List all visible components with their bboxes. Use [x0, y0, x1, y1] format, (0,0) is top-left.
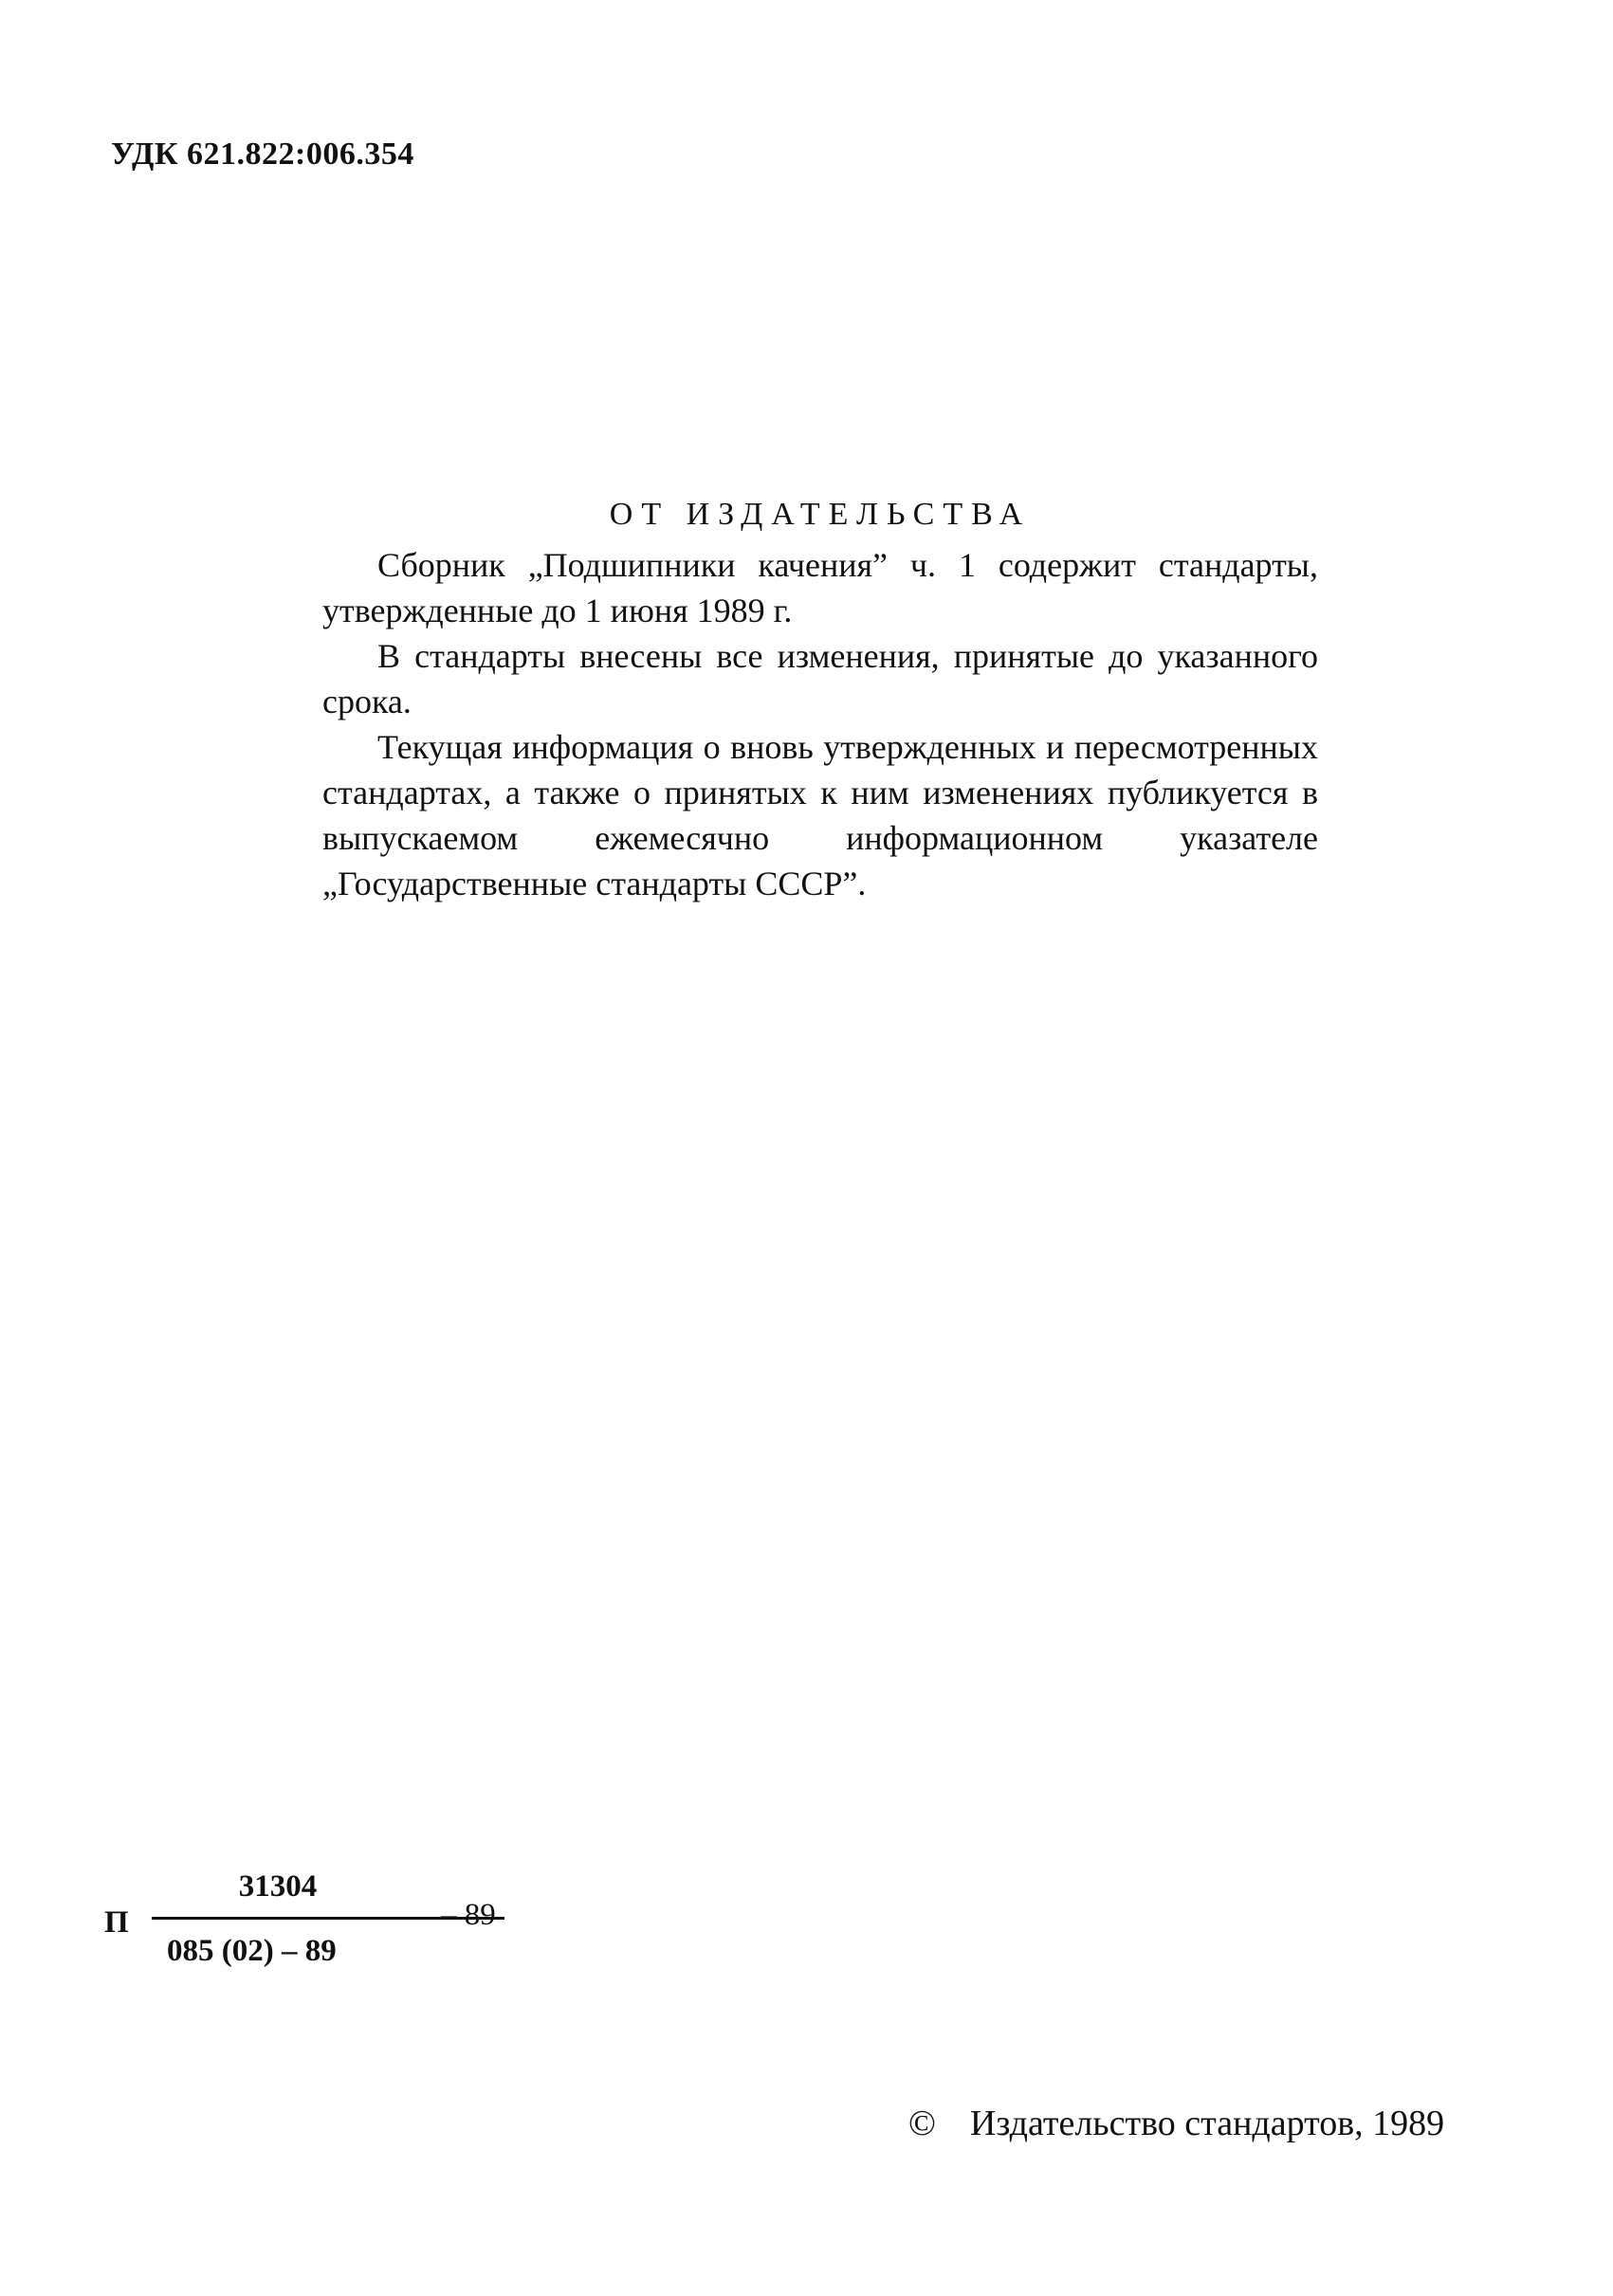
paragraph-collection-info: Сборник „Подшипники качения” ч. 1 содержит стандарты, утвержденные до 1 июня 1989 г. [322, 546, 1318, 629]
index-denominator: 085 (02) – 89 [167, 1934, 337, 1968]
copyright-text: Издательство стандартов, 1989 [969, 2104, 1445, 2143]
publisher-note [322, 542, 1318, 906]
paragraph-changes-info: В стандарты внесены все изменения, принятые до указанного срока. [322, 637, 1318, 720]
index-prefix: П [104, 1905, 129, 1940]
udk-code: УДК 621.822:006.354 [111, 137, 414, 172]
index-suffix: – 89 [441, 1898, 496, 1932]
section-heading: ОТ ИЗДАТЕЛЬСТВА [609, 497, 1032, 532]
copyright-line [908, 2103, 1444, 2144]
paragraph-current-info: Текущая информация о вновь утвержденных и пересмотренных стандартах, а также о принятых к ним изменениях публикуется в выпускаемом ежемесячно информационном указателе „Государственные стандарты СССР”. [322, 728, 1318, 902]
copyright-icon: © [908, 2104, 936, 2143]
index-numerator: 31304 [238, 1869, 318, 1904]
publication-index [104, 1869, 541, 1983]
